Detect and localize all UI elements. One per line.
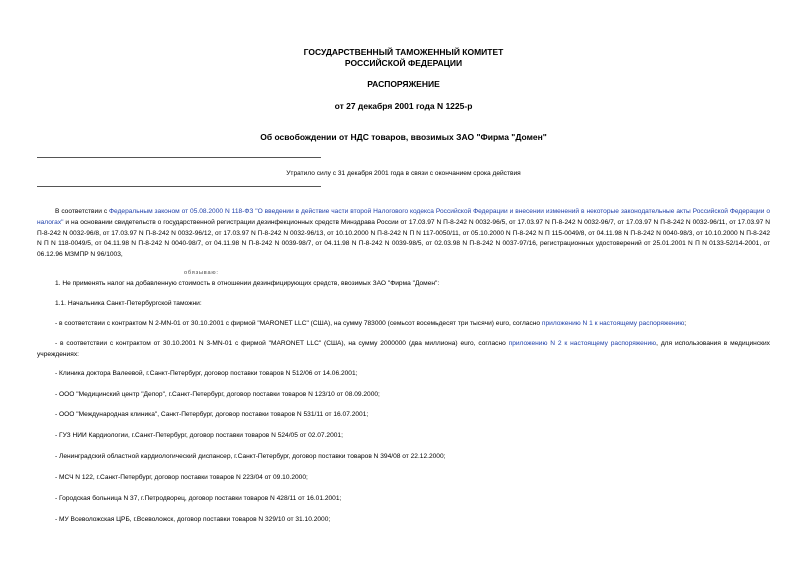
divider-top <box>37 157 321 158</box>
contract-1-tail: ; <box>684 320 687 327</box>
appendix-2-link[interactable]: приложению N 2 к настоящему распоряжению <box>508 340 657 347</box>
federal-law-link[interactable]: Федеральным законом от 05.08.2000 N 118-ФЗ "О введении в действие части второй Налогового кодекса Российской Федерации и внесении изменений в некоторые законодательные акты Российской Федерации о налогах" <box>37 208 770 226</box>
appendix-1-link[interactable]: приложению N 1 к настоящему распоряжению <box>541 320 685 327</box>
document-type: РАСПОРЯЖЕНИЕ <box>367 79 440 89</box>
list-item: - ООО "Медицинский центр "Депор", г.Санкт-Петербург, договор поставки товаров N 123/10 от 08.09.2000; <box>55 391 380 398</box>
preamble-paragraph <box>37 207 770 261</box>
list-item: - МУ Всеволожская ЦРБ, г.Всеволожск, договор поставки товаров N 329/10 от 31.10.2000; <box>55 516 331 523</box>
list-item: - Клиника доктора Валеевой, г.Санкт-Петербург, договор поставки товаров N 512/06 от 14.06.2001; <box>55 370 358 377</box>
preamble-text-rest: и на основании свидетельств о государственной регистрации дезинфекционных средств Минздрава России от 17.03.97 N П-8-242 N 0032-96/5, от 17.03.97 N П-8-242 N 0032-96/7, от 17.03.97 N П-8-242 N 0032-96/11, от 17.03.97 N П-8-242 N 0032-96/8, от 17.03.97 N П-8-242 N 0032-96/12, от 17.03.97 N П-8-242 N 0032-96/13, от 10.10.2000 N П-8-242 N П N 117-0050/11, от 05.10.2000 N П-8-242 N П 115-0049/8, от 04.11.98 N П-8-242 N 0040-98/3, от 10.10.2000 N П-8-242 N П N 118-0049/5, от 04.11.98 N П-8-242 N 0040-98/7, от 04.11.98 N П-8-242 N 0039-98/7, от 04.11.98 N П-8-242 N 0039-98/5, от 02.03.98 N П-8-242 N 0037-97/16, регистрационных удостоверений от 25.01.2001 N П N 0133-52/14-2001, от 06.12.96 МЗМПР N 96/1003, <box>37 218 770 259</box>
committee-name-line2: РОССИЙСКОЙ ФЕДЕРАЦИИ <box>344 58 463 68</box>
contract-1-text: - в соответствии с контрактом N 2-MN-01 от 30.10.2001 с фирмой "MARONET LLC" (США), на сумму 783000 (семьсот восемьдесят три тысячи) euro, согласно <box>55 320 542 327</box>
contract-2-tail: , для использования в медицинских учреждениях: <box>37 340 770 358</box>
status-note: Утратило силу с 31 декабря 2001 года в связи с окончанием срока действия <box>286 170 521 177</box>
document-date: от 27 декабря 2001 года N 1225-р <box>334 101 473 111</box>
list-item: - ГУЗ НИИ Кардиологии, г.Санкт-Петербург, договор поставки товаров N 524/05 от 02.07.2001; <box>55 432 343 439</box>
preamble-text-start: В соответствии с <box>55 208 110 215</box>
contract-1 <box>55 320 788 327</box>
item-1: 1. Не применять налог на добавленную стоимость в отношении дезинфицирующих средств, ввозимых ЗАО "Фирма "Домен": <box>55 280 440 287</box>
contract-2 <box>37 339 770 361</box>
obligate-word: обязываю: <box>184 270 219 276</box>
list-item: - Ленинградский областной кардиологический диспансер, г.Санкт-Петербург, договор поставки товаров N 394/08 от 22.12.2000; <box>55 453 446 460</box>
document-title: Об освобождении от НДС товаров, ввозимых ЗАО "Фирма "Домен" <box>260 132 547 142</box>
contract-2-text: - в соответствии с контрактом от 30.10.2001 N 3-MN-01 с фирмой "MARONET LLC" (США), на сумму 2000000 (два миллиона) euro, согласно <box>55 340 509 347</box>
divider-bottom <box>37 186 321 187</box>
committee-name-line1: ГОСУДАРСТВЕННЫЙ ТАМОЖЕННЫЙ КОМИТЕТ <box>303 47 504 57</box>
list-item: - Городская больница N 37, г.Петродворец, договор поставки товаров N 428/11 от 16.01.2001; <box>55 495 342 502</box>
list-item: - МСЧ N 122, г.Санкт-Петербург, договор поставки товаров N 223/04 от 09.10.2000; <box>55 474 308 481</box>
item-1-1: 1.1. Начальника Санкт-Петербургской таможни: <box>55 300 202 307</box>
list-item: - ООО "Международная клиника", Санкт-Петербург, договор поставки товаров N 531/11 от 16.07.2001; <box>55 411 369 418</box>
